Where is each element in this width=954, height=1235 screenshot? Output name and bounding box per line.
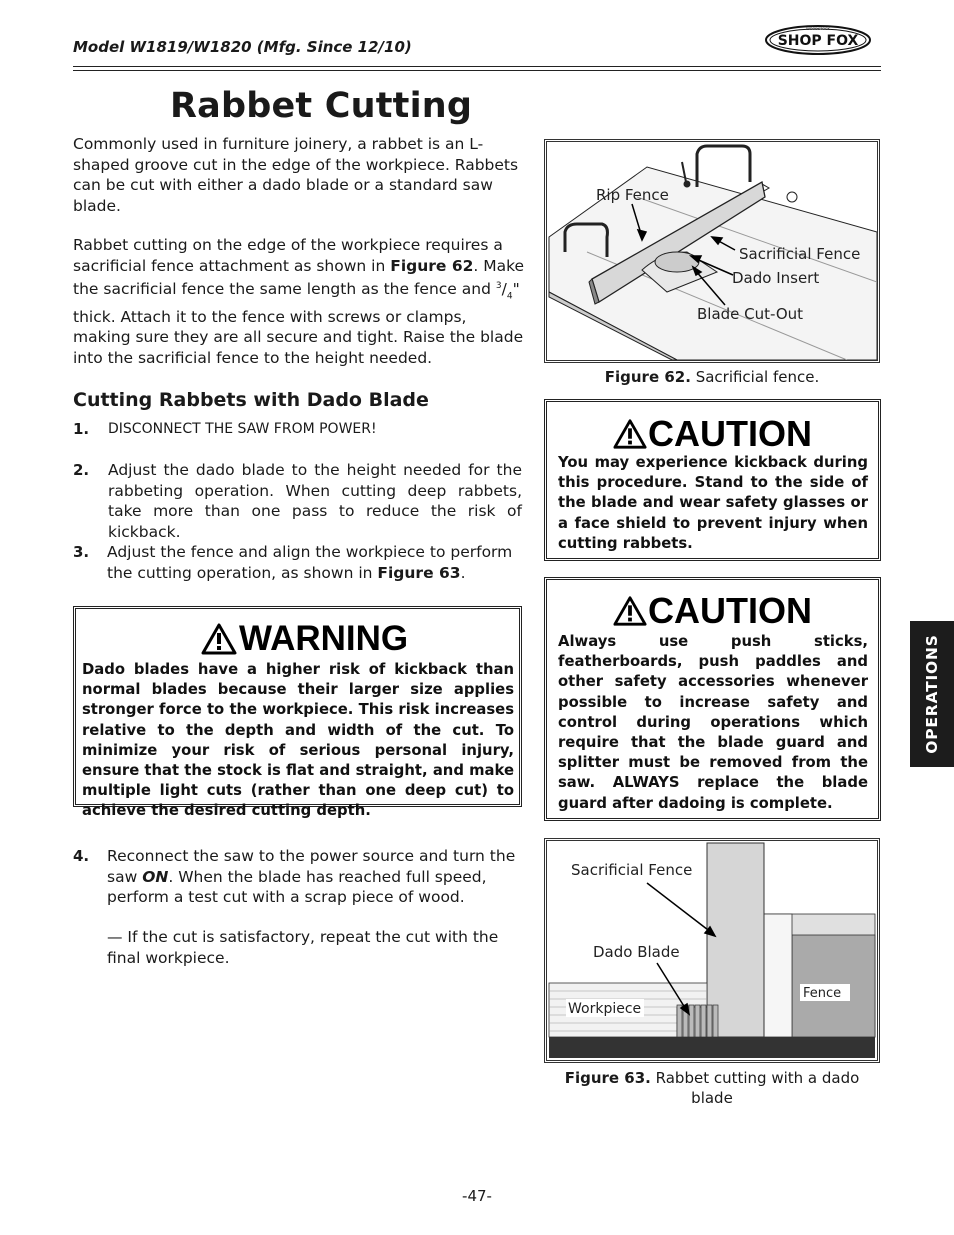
caution-title: CAUTION	[648, 413, 812, 454]
step-number: 3.	[73, 543, 90, 561]
figure-62	[544, 139, 880, 363]
step-text: Reconnect the saw to the power source and turn the saw ON. When the blade has reached full speed, perform a test cut with a scrap piece of wood.	[107, 847, 516, 906]
label-workpiece: Workpiece	[568, 1001, 642, 1017]
label-sacrificial-fence: Sacrificial Fence	[739, 245, 861, 263]
label-blade-cutout: Blade Cut-Out	[697, 305, 804, 323]
logo-small-text: WOODSTOCK	[806, 27, 830, 31]
logo-text: SHOP FOX	[777, 33, 859, 49]
caution-text: Always use push sticks, featherboards, push paddles and other safety accessories whenever possible to increase safety and control during operations which require that the blade guard and splitter must be removed from the saw. ALWAYS replace the blade guard after dadoing is complete.	[558, 633, 868, 812]
warning-box	[73, 606, 522, 820]
section-side-tab	[910, 621, 954, 767]
section-heading: Cutting Rabbets with Dado Blade	[73, 389, 429, 411]
caution-title: CAUTION	[648, 590, 812, 631]
caution-box	[544, 399, 881, 561]
side-tab-label: OPERATIONS	[923, 634, 941, 754]
intro-paragraph-2: Rabbet cutting on the edge of the workpiece requires a sacrificial fence attachment as shown in Figure 62. Make the sacrificial fence the same length as the fence and $^3/_4$" thick. Attach it to the fence with screws or clamps, making sure they are all secure and tight. Raise the blade into the sacrificial fence to the height needed.	[73, 236, 525, 367]
label-sacrificial-fence: Sacrificial Fence	[571, 861, 693, 879]
warning-header	[201, 619, 408, 659]
figure-62-caption: Figure 62. Sacrificial fence.	[604, 368, 820, 386]
step-text: DISCONNECT THE SAW FROM POWER!	[108, 421, 377, 437]
figure-62-illustration	[547, 142, 877, 360]
figure-ref: Figure 63	[377, 563, 461, 582]
label-rip-fence: Rip Fence	[596, 186, 669, 204]
warning-triangle-icon	[201, 623, 237, 655]
intro-paragraph: Commonly used in furniture joinery, a rabbet is an L-shaped groove cut in the edge of the workpiece. Rabbets can be cut with either a dado blade or a standard saw blade.	[73, 135, 519, 215]
warning-text: Dado blades have a higher risk of kickback than normal blades because their larger size applies stronger force to the workpiece. This risk increases relative to the depth and width of the cut. To minimize your risk of serious personal injury, ensure that the stock is flat and straight, and make multiple light cuts (rather than one deep cut) to achieve the desired cutting depth.	[82, 661, 514, 820]
step-number: 1.	[73, 420, 90, 438]
sub-step-text: — If the cut is satisfactory, repeat the cut with the final workpiece.	[107, 928, 499, 967]
step-number: 4.	[73, 847, 90, 865]
label-dado-insert: Dado Insert	[732, 269, 820, 287]
caution-header	[613, 413, 812, 455]
warning-triangle-icon	[613, 418, 647, 450]
figure-63	[544, 838, 880, 1063]
header-model-text: Model W1819/W1820 (Mfg. Since 12/10)	[73, 38, 412, 56]
header-rule	[73, 70, 881, 71]
header-rule	[73, 66, 881, 67]
figure-63-caption: Figure 63. Rabbet cutting with a dado blade	[564, 1069, 860, 1107]
caution-box	[544, 577, 881, 821]
caution-header	[613, 590, 812, 632]
step-number: 2.	[73, 461, 90, 479]
shop-fox-logo	[764, 24, 872, 56]
page-number: -47-	[462, 1187, 492, 1205]
label-dado-blade: Dado Blade	[593, 943, 680, 961]
warning-triangle-icon	[613, 595, 647, 627]
figure-63-illustration	[547, 841, 877, 1060]
figure-ref: Figure 62	[390, 256, 474, 275]
caution-text: You may experience kickback during this procedure. Stand to the side of the blade and wear safety glasses or a face shield to prevent injury when cutting rabbets.	[558, 454, 868, 552]
label-fence: Fence	[803, 986, 842, 1001]
step-text: Adjust the fence and align the workpiece to perform the cutting operation, as shown in Figure 63.	[107, 543, 513, 582]
step-text: Adjust the dado blade to the height needed for the rabbeting operation. When cutting deep rabbets, take more than one pass to reduce the risk of kickback.	[108, 461, 522, 541]
page-title: Rabbet Cutting	[170, 86, 473, 126]
warning-title: WARNING	[239, 619, 409, 658]
